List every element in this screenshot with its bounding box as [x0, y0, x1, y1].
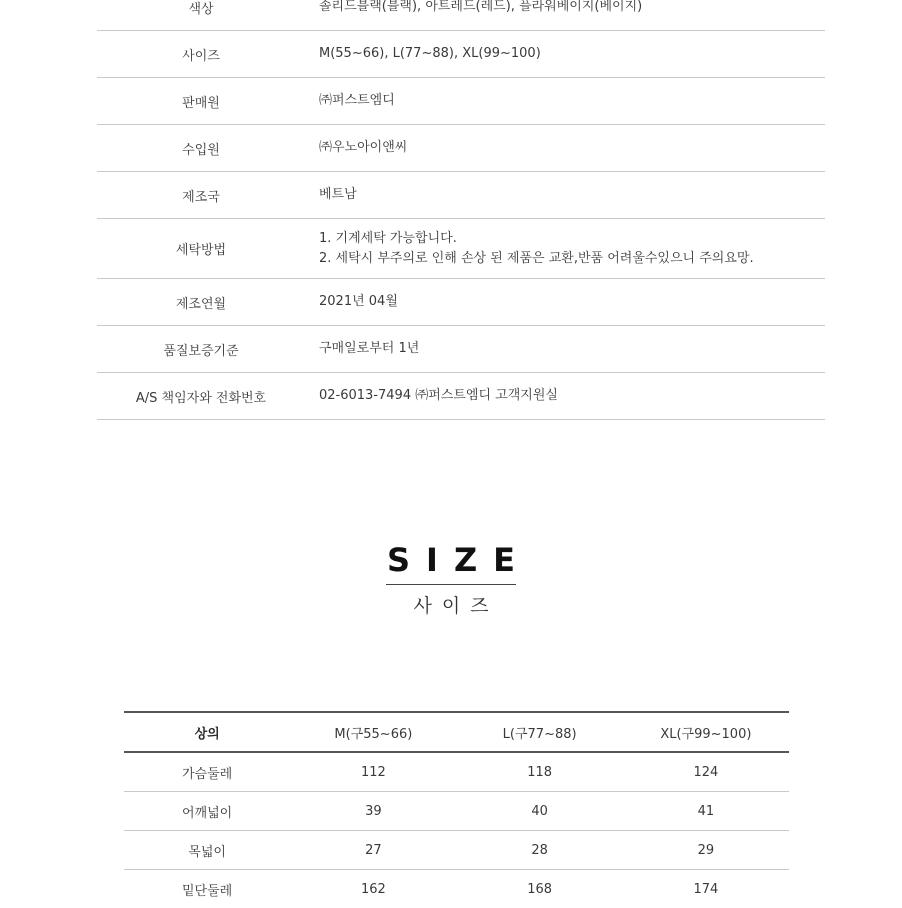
size-header-cell: XL(구99~100): [623, 712, 789, 752]
size-cell: 39: [290, 792, 456, 831]
info-value: ㈜우노아이앤씨: [319, 138, 825, 158]
size-heading: [0, 540, 902, 619]
info-label: 제조국: [97, 172, 305, 219]
size-row-label: 밑단둘레: [124, 870, 290, 908]
info-label: 품질보증기준: [97, 326, 305, 373]
info-value: 베트남: [319, 185, 825, 205]
size-table-row: [124, 792, 789, 831]
size-cell: 112: [290, 752, 456, 792]
info-row-warranty: [97, 326, 825, 373]
size-table-row: [124, 870, 789, 908]
info-value: 구매일로부터 1년: [319, 339, 825, 359]
size-cell: 27: [290, 831, 456, 870]
size-table-row: [124, 831, 789, 870]
info-label: 수입원: [97, 125, 305, 172]
size-table: [124, 711, 789, 908]
info-label: 세탁방법: [97, 219, 305, 279]
info-row-manufacture-date: [97, 279, 825, 326]
size-header-cell: L(구77~88): [457, 712, 623, 752]
size-cell: 162: [290, 870, 456, 908]
info-label: A/S 책임자와 전화번호: [97, 373, 305, 420]
info-value: 솔리드블랙(블랙), 아트레드(레드), 플라워베이지(베이지): [319, 0, 825, 17]
size-subtitle: 사이즈: [0, 593, 902, 619]
info-label: 판매원: [97, 78, 305, 125]
info-value: 2021년 04월: [319, 292, 825, 312]
size-row-label: 어깨넓이: [124, 792, 290, 831]
info-value: 2. 세탁시 부주의로 인해 손상 된 제품은 교환,반품 어려울수있으니 주의요망.: [319, 249, 825, 269]
size-cell: 40: [457, 792, 623, 831]
info-row-as-contact: [97, 373, 825, 420]
size-row-label: 가슴둘레: [124, 752, 290, 792]
size-cell: 124: [623, 752, 789, 792]
size-table-header: [124, 712, 789, 752]
info-value: 02-6013-7494 ㈜퍼스트엠디 고객지원실: [319, 386, 825, 406]
info-row-washing: [97, 219, 825, 279]
size-row-label: 목넓이: [124, 831, 290, 870]
info-row-seller: [97, 78, 825, 125]
size-cell: 29: [623, 831, 789, 870]
info-row-color: [97, 0, 825, 31]
info-value: ㈜퍼스트엠디: [319, 91, 825, 111]
info-label: 제조연월: [97, 279, 305, 326]
size-header-cell: 상의: [124, 712, 290, 752]
info-row-importer: [97, 125, 825, 172]
size-title: SIZE: [371, 540, 531, 580]
info-row-size: [97, 31, 825, 78]
info-label: 색상: [97, 0, 305, 31]
info-label: 사이즈: [97, 31, 305, 78]
size-cell: 118: [457, 752, 623, 792]
size-title-divider: [386, 584, 516, 585]
size-cell: 174: [623, 870, 789, 908]
size-cell: 168: [457, 870, 623, 908]
info-value: 1. 기계세탁 가능합니다.: [319, 229, 825, 249]
size-header-cell: M(구55~66): [290, 712, 456, 752]
product-info-table: [97, 0, 825, 420]
size-cell: 28: [457, 831, 623, 870]
size-table-row: [124, 752, 789, 792]
info-row-country: [97, 172, 825, 219]
size-cell: 41: [623, 792, 789, 831]
info-value: M(55~66), L(77~88), XL(99~100): [319, 44, 825, 64]
